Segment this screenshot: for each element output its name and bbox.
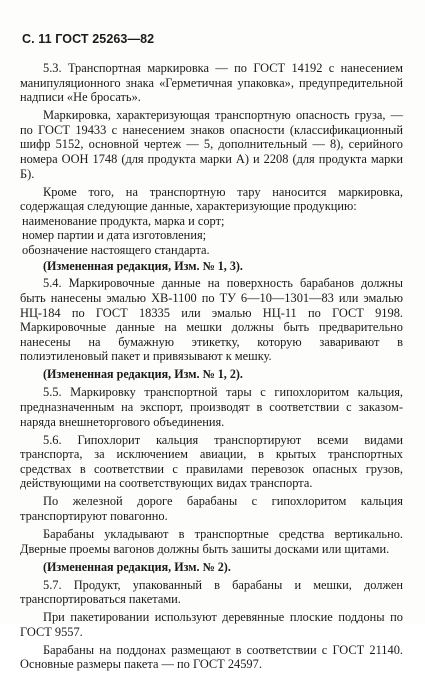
amendment-note: (Измененная редакция, Изм. № 1, 2). xyxy=(43,367,243,382)
paragraph-5-3: 5.3. Транспортная маркировка — по ГОСТ 14192 с нанесением манипуляционного знака «Герметичная упаковка», предупредительной надписи «Не бросать». xyxy=(20,61,403,105)
paragraph-additional-marking: Кроме того, на транспортную тару наносится маркировка, содержащая следующие данные, характеризующие продукцию: xyxy=(20,184,403,214)
document-body xyxy=(20,61,403,675)
marking-data-list xyxy=(20,214,403,258)
paragraph-5-7: 5.7. Продукт, упакованный в барабаны и мешки, должен транспортироваться пакетами. xyxy=(20,577,403,607)
paragraph-hazard-marking: Маркировка, характеризующая транспортную опасность груза, — по ГОСТ 19433 с нанесением знаков опасности (классификационный шифр 5152, основной чертеж — 5, дополнительный — 8), серийного номера ООН 1748 (для продукта марки А) и 2208 (для продукта марки Б). xyxy=(20,108,403,181)
list-item: номер партии и дата изготовления; xyxy=(22,228,207,243)
paragraph-5-4: 5.4. Маркировочные данные на поверхность барабанов должны быть нанесены эмалью ХВ-1100 по ТУ 6—10—1301—83 или эмалью НЦ-184 по ГОСТ 18335 или эмалью НЦ-11 по ГОСТ 9198. Маркировочные данные на мешки должны быть предварительно нанесены на бумажную этикетку, которую заваривают в полиэтиленовый пакет и привязывают к мешку. xyxy=(20,276,403,364)
paragraph-drum-loading: Барабаны укладывают в транспортные средства вертикально. Дверные проемы вагонов должны быть зашиты досками или щитами. xyxy=(20,526,403,556)
amendment-note: (Измененная редакция, Изм. № 2). xyxy=(43,559,231,574)
page-header: С. 11 ГОСТ 25263—82 xyxy=(22,32,155,46)
paragraph-5-5: 5.5. Маркировку транспортной тары с гипохлоритом кальция, предназначенным на экспорт, производят в соответствии с заказом-наряда внешнеторгового объединения. xyxy=(20,385,403,429)
paragraph-rail-transport: По железной дороге барабаны с гипохлоритом кальция транспортируют повагонно. xyxy=(20,494,403,523)
paragraph-pallets: При пакетировании используют деревянные плоские поддоны по ГОСТ 9557. xyxy=(20,610,403,639)
list-item: наименование продукта, марка и сорт; xyxy=(22,213,225,228)
amendment-note: (Измененная редакция, Изм. № 1, 3). xyxy=(43,258,243,273)
list-item: обозначение настоящего стандарта. xyxy=(22,242,210,257)
paragraph-5-6: 5.6. Гипохлорит кальция транспортируют всеми видами транспорта, за исключением авиации, в крытых транспортных средствах в соответствии с правилами перевозок опасных грузов, действующими на соответствующих видах транспорта. xyxy=(20,432,403,491)
paragraph-package-sizes: Барабаны на поддонах размещают в соответствии с ГОСТ 21140. Основные размеры пакета — по ГОСТ 24597. xyxy=(20,642,403,672)
